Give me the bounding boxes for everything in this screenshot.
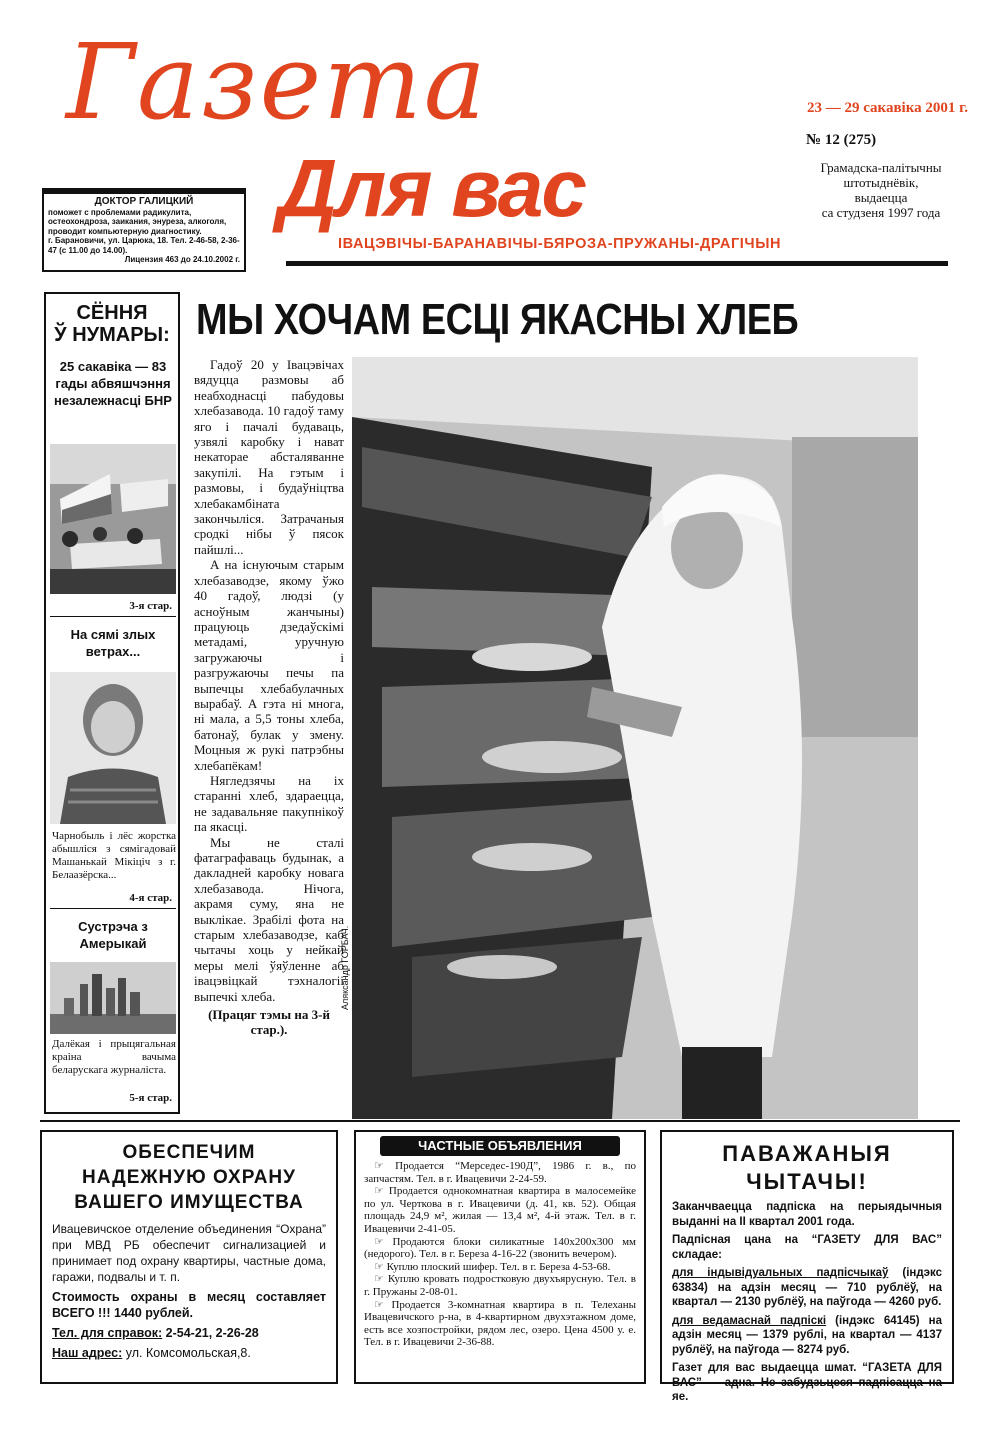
sidebar-item3-caption: Далёкая і прыцягальная краіна вачыма беларускага журналіста. [52, 1038, 176, 1076]
doctor-ad-license: Лицензия 463 до 24.10.2002 г. [124, 255, 240, 264]
bakery-photo [352, 357, 918, 1119]
security-ad-heading-line: НАДЕЖНУЮ ОХРАНУ [82, 1167, 296, 1188]
girl-photo [50, 672, 176, 824]
classifieds-box [354, 1130, 646, 1384]
departmental-label: для ведамаснай падпіскі [672, 1314, 827, 1327]
tagline-line: выдаецца [854, 190, 908, 205]
subscription-heading-line: ЧЫТАЧЫ! [746, 1169, 868, 1194]
rally-photo-image [50, 444, 176, 594]
classified-item: ☞ Продается “Мерседес-190Д”, 1986 г. в., по запчастям. Тел. в г. Ивацевичи 2-24-59. [364, 1160, 636, 1185]
subscription-heading-line: ПАВАЖАНЫЯ [722, 1141, 892, 1166]
address-label: Наш адрес: [52, 1346, 123, 1360]
city-photo [50, 962, 176, 1034]
security-ad-heading-line: ВАШЕГО ИМУЩЕСТВА [74, 1192, 304, 1213]
sidebar-heading-line: СЁННЯ [76, 302, 148, 324]
tagline-line: штотыднёвік, [843, 175, 919, 190]
article-body [194, 357, 344, 1038]
security-ad-phones [52, 1325, 326, 1341]
security-ad-heading-line: ОБЕСПЕЧИМ [122, 1142, 256, 1163]
masthead-rule [286, 261, 948, 266]
article-paragraph: Мы не сталі фатаграфаваць будынак, а дакладней каробку новага хлебазавода. Нічога, акрамя суму, яна не выклікае. Зрабілі фота на старым хлебазаводзе, каб чытачы хоць у нейкай меры мелі ўяўленне аб івацэвіцкай тэхналогіі выпечкі хлеба. [194, 834, 344, 1004]
departmental-prices: (індэкс 64145) на адзін месяц — 1379 рублі, на квартал — 4137 рублёў, на паўгода — 8274 руб. [672, 1314, 943, 1356]
classified-item: ☞ Куплю плоский шифер. Тел. в г. Береза 4-53-68. [374, 1260, 611, 1273]
sidebar-divider [50, 616, 176, 617]
tagline-line: са студзеня 1997 года [821, 205, 941, 220]
issue-date: 23 — 29 сакавіка 2001 г. [806, 100, 968, 116]
sidebar-heading [46, 302, 178, 346]
sidebar-item2-ref[interactable]: 4-я стар. [129, 892, 172, 904]
sidebar-divider [50, 908, 176, 909]
subscription-p2: Падпісная цана на “ГАЗЕТУ ДЛЯ ВАС” складае: [672, 1234, 942, 1261]
subscription-p5: Газет для вас выдаецца шмат. “ГАЗЕТА ДЛЯ ВАС” — адна. Не забудзьцеся падпісацца на яе. [672, 1362, 942, 1403]
in-this-issue-sidebar [44, 292, 180, 1114]
masthead-title-line1: Газета [66, 21, 488, 143]
security-ad [40, 1130, 338, 1384]
doctor-ad [42, 188, 246, 272]
phones-label: Тел. для справок: [52, 1326, 163, 1340]
classifieds-title: ЧАСТНЫЕ ОБЪЯВЛЕНИЯ [380, 1136, 620, 1156]
classified-item: ☞ Продается 3-комнатная квартира в п. Телеханы Ивацевичского р-на, в 4-квартирном двухэтажном доме, есть все хозпостройки, рядом лес, озеро. Цена 4500 у. е. Тел. в г. Ивацевичи 2-36-88. [364, 1298, 636, 1349]
subscription-p3 [672, 1266, 942, 1310]
tagline-line: Грамадска-палітычны [820, 160, 942, 175]
security-ad-text: Ивацевичское отделение объединения “Охрана” при МВД РБ обеспечит сигнализацией и принимает под охрану квартиры, частные дома, гаражи, подвалы и т. п. [52, 1222, 326, 1284]
masthead-title-line2: Для вас [278, 143, 585, 234]
article-paragraph: Гадоў 20 у Івацэвічах вядуцца размовы аб неабходнасці пабудовы хлебазавода. 10 гадоў таму яго і пачалі будаваць, узвялі каробку і нават некаторае абсталяванне закупілі. На гэтым і размовы, і будаўніцтва хлебакамбіната закончыліся. Затрачаныя сродкі нібы ў пясок пайшлі... [194, 357, 344, 557]
classified-item: ☞ Продается однокомнатная квартира в малосемейке по ул. Черткова в г. Ивацевичи (д. 41, кв. 52). Общая площадь 24,9 м², жилая — 13,4 м², 4-й этаж. Тел. в г. Ивацевичи 2-41-05. [364, 1185, 636, 1235]
sidebar-item1-title[interactable]: 25 сакавіка — 83 гады абвяшчэння незалежнасці БНР [54, 359, 172, 408]
article-continuation[interactable]: (Працяг тэмы на 3-й стар.). [208, 1007, 330, 1038]
region-line: ІВАЦЭВІЧЫ-БАРАНАВІЧЫ-БЯРОЗА-ПРУЖАНЫ-ДРАГІЧЫН [338, 236, 782, 252]
doctor-ad-title: ДОКТОР ГАЛИЦКИЙ [94, 196, 194, 207]
individual-prices: (індэкс 63834) на адзін месяц — 710 рублёў, на квартал — 2130 рублёў, на паўгода — 4260 руб. [672, 1267, 942, 1308]
security-ad-cost: Стоимость охраны в месяц составляет ВСЕГО !!! 1440 рублей. [52, 1290, 326, 1320]
section-rule [40, 1120, 960, 1122]
doctor-ad-address: г. Барановичи, ул. Царюка, 18. Тел. 2-46-58, 2-36-47 (с 11.00 до 14.00). [48, 236, 240, 255]
issue-number: № 12 (275) [806, 132, 877, 148]
sidebar-item2-title[interactable]: На сямі злых ветрах... [70, 627, 156, 659]
sidebar-item3-title[interactable]: Сустрэча з Амерыкай [78, 919, 148, 951]
subscription-heading [672, 1140, 942, 1196]
classified-item: ☞ Продаются блоки силикатные 140х200х300 мм (недорого). Тел. в г. Береза 4-16-22 (звонить вечером). [364, 1235, 636, 1261]
subscription-p1: Заканчваецца падпіска на перыядычныя выданні на II квартал 2001 года. [672, 1201, 942, 1228]
article-paragraph: А на існуючым старым хлебазаводзе, якому ўжо 40 гадоў, людзі (у асноўным жанчыны) працуюць дзедаўскімі метадамі, уручную загружаючы і разгружаючы печы па выпечцы хлебабулачных вырабаў. А гэта ні многа, ні мала, а 5,5 тоны хлеба, батонаў, булак у змену. Моцныя ж рукі патрэбны хлебапёкам! [194, 557, 344, 773]
sidebar-heading-line: Ў НУМАРЫ: [54, 324, 170, 346]
subscription-box [660, 1130, 954, 1403]
masthead-tagline [796, 160, 966, 220]
city-photo-image [50, 962, 176, 1034]
article-paragraph: Нягледзячы на іх стаpанні хлеб, здараецца, не задавальняе пакупнікоў па якасці. [194, 772, 344, 835]
photo-credit: Аляксандр ГОРБАЧ. [340, 925, 350, 1010]
individual-label: для індывідуальных падпісчыкаў [672, 1267, 889, 1279]
doctor-ad-text: поможет с проблемами радикулита, остеохондроза, заикания, энуреза, алкоголя, проводит компьютерную диагностику. [48, 207, 227, 236]
sidebar-item3-ref[interactable]: 5-я стар. [129, 1092, 172, 1104]
classified-item: ☞ Куплю кровать подростковую двухъярусную. Тел. в г. Пружаны 2-08-01. [364, 1273, 636, 1298]
security-ad-heading [52, 1140, 326, 1215]
rally-photo [50, 444, 176, 594]
sidebar-item1-ref[interactable]: 3-я стар. [129, 600, 172, 612]
bakery-photo-image [352, 357, 918, 1119]
girl-photo-image [50, 672, 176, 824]
subscription-p4 [672, 1314, 942, 1358]
sidebar-item2-caption: Чарнобыль і лёс жорстка абышліся з сямігадовай Машанькай Мікіціч з г. Белаазёрска... [52, 830, 176, 881]
phones-value[interactable]: 2-54-21, 2-26-28 [165, 1326, 259, 1340]
security-ad-address [52, 1345, 326, 1361]
address-value: ул. Комсомольская,8. [125, 1346, 251, 1360]
main-headline: МЫ ХОЧАМ ЕСЦІ ЯКАСНЫ ХЛЕБ [196, 295, 799, 344]
